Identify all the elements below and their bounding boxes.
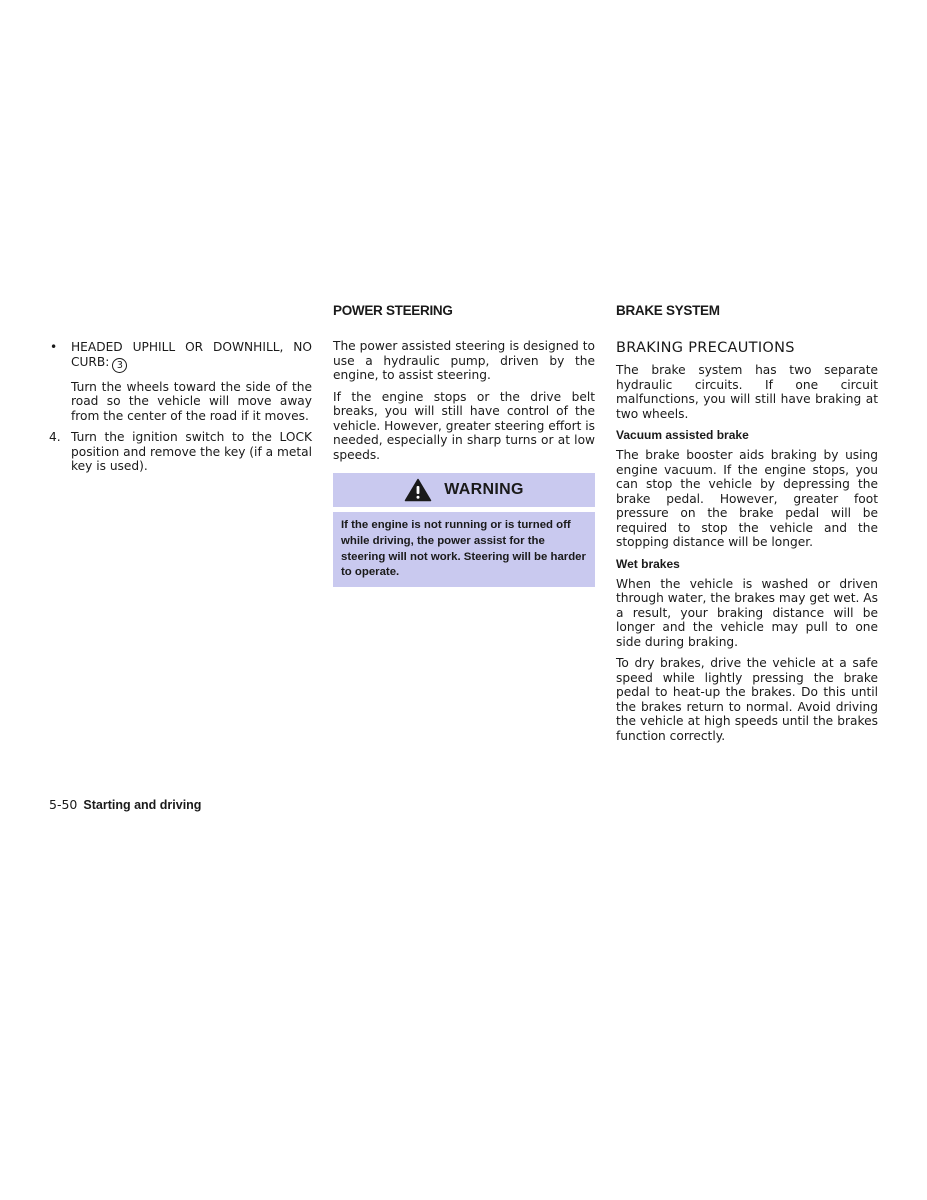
power-steering-column xyxy=(333,302,595,587)
curb-instruction: Turn the wheels toward the side of the road so the vehicle will move away from the center of the road if it moves. xyxy=(71,379,312,423)
circled-reference: 3 xyxy=(112,358,127,373)
wet-brakes-text-1: When the vehicle is washed or driven through water, the brakes may get wet. As a result, your braking distance will be longer and the vehicle may pull to one side during braking. xyxy=(616,576,878,649)
warning-box xyxy=(333,473,595,587)
wet-brakes-text-2: To dry brakes, drive the vehicle at a safe speed while lightly pressing the brake pedal to heat-up the brakes. Do this until the brakes return to normal. Avoid driving the vehicle at high speeds until the brakes function correctly. xyxy=(616,656,878,743)
page-footer xyxy=(49,797,201,813)
brake-system-heading: BRAKE SYSTEM xyxy=(616,303,720,318)
bullet-text xyxy=(71,340,312,373)
vacuum-brake-text: The brake booster aids braking by using engine vacuum. If the engine stops, you can stop the vehicle by depressing the brake pedal. However, greater foot pressure on the brake pedal will be required to stop the vehicle and the stopping distance will be longer. xyxy=(616,448,878,549)
numbered-item xyxy=(49,430,312,474)
bullet-icon: • xyxy=(50,340,58,354)
warning-text: If the engine is not running or is turned off while driving, the power assist for the steering will not work. Steering will be harder to operate. xyxy=(333,512,595,587)
brake-intro: The brake system has two separate hydraulic circuits. If one circuit malfunctions, you will still have braking at two wheels. xyxy=(616,363,878,421)
warning-header xyxy=(333,473,595,507)
wet-brakes-heading: Wet brakes xyxy=(616,556,680,571)
curb-bullet-item xyxy=(49,340,312,373)
left-column xyxy=(49,340,312,474)
braking-precautions-heading: BRAKING PRECAUTIONS xyxy=(616,340,795,356)
vacuum-brake-heading: Vacuum assisted brake xyxy=(616,428,749,442)
power-steering-para-2: If the engine stops or the drive belt breaks, you will still have control of the vehicle. However, greater steering effort is needed, especially in sharp turns or at low speeds. xyxy=(333,389,595,462)
power-steering-heading: POWER STEERING xyxy=(333,303,453,318)
page-number: 5-50 xyxy=(49,797,78,812)
brake-system-column xyxy=(616,302,878,743)
warning-triangle-icon xyxy=(404,478,432,502)
item-text: Turn the ignition switch to the LOCK position and remove the key (if a metal key is used). xyxy=(71,430,312,473)
chapter-title: Starting and driving xyxy=(83,798,202,812)
power-steering-para-1: The power assisted steering is designed to use a hydraulic pump, driven by the engine, to assist steering. xyxy=(333,339,595,382)
bullet-label: HEADED UPHILL OR DOWNHILL, NO CURB: xyxy=(71,340,312,369)
item-number: 4. xyxy=(49,430,61,444)
warning-title: WARNING xyxy=(444,480,524,498)
